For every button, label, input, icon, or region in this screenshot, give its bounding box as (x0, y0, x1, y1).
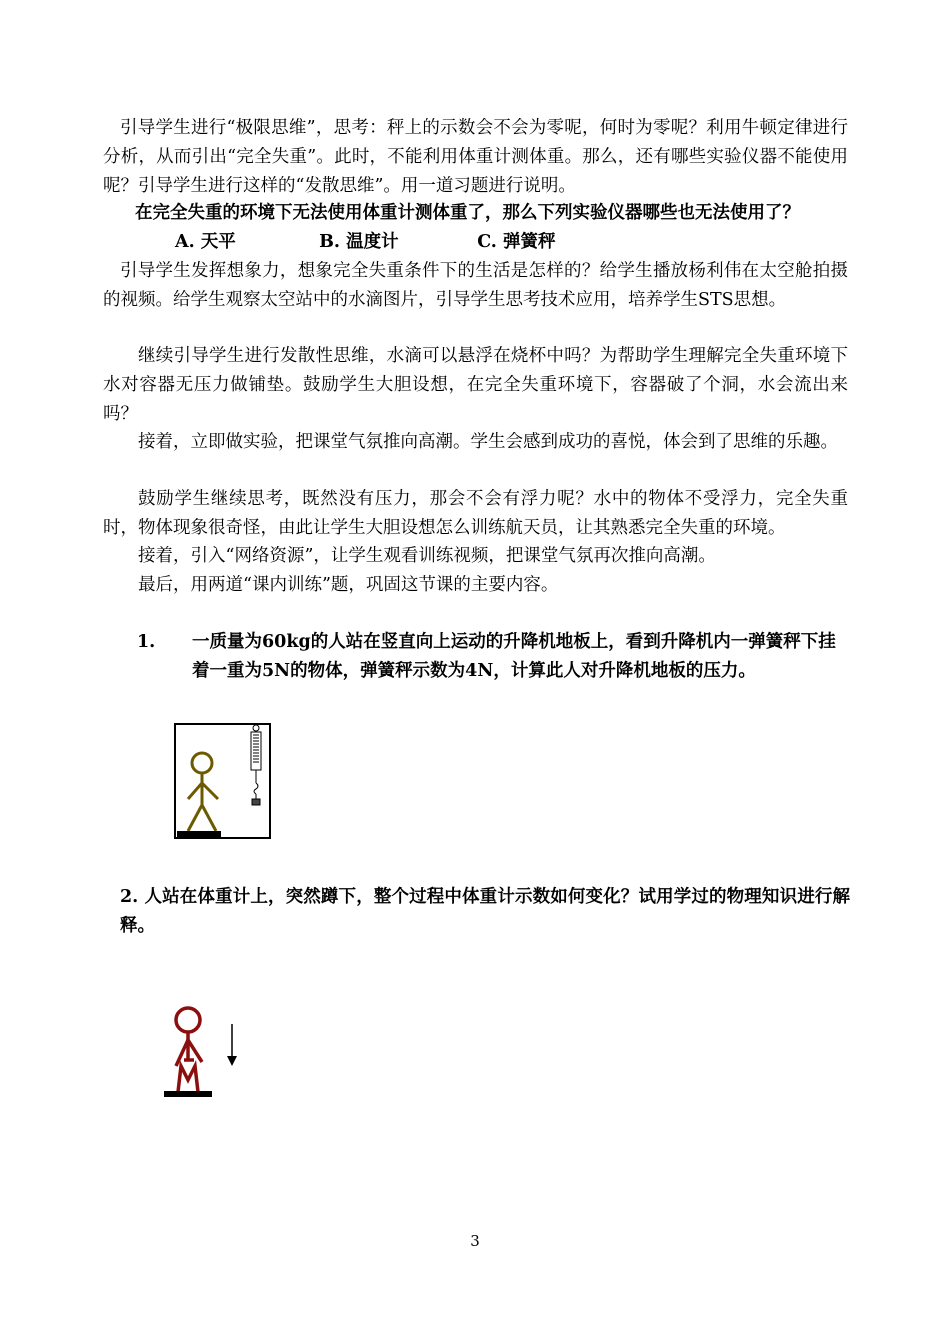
squat-figure (164, 1004, 254, 1100)
question-1-text: 一质量为60kg的人站在竖直向上运动的升降机地板上，看到升降机内一弹簧秤下挂着一重为5N的物体，弹簧秤示数为4N，计算此人对升降机地板的压力。 (192, 632, 836, 681)
option-a: A. 天平 (175, 232, 236, 252)
spring-scale-icon (251, 725, 261, 805)
paragraph-limit-thinking: 引导学生进行“极限思维”，思考：秤上的示数会不会为零呢，何时为零呢？利用牛顿定律进行分析，从而引出“完全失重”。此时，不能利用体重计测体重。那么，还有哪些实验仪器不能使用呢？引导学生进行这样的“发散思维”。用一道习题进行说明。 (103, 118, 848, 196)
person-standing-icon (188, 753, 218, 831)
down-arrow-icon (227, 1024, 237, 1066)
person-squatting-icon (176, 1008, 202, 1092)
scale-platform (164, 1091, 212, 1097)
paragraph-buoyancy: 鼓励学生继续思考，既然没有压力，那会不会有浮力呢？水中的物体不受浮力，完全失重时，物体现象很奇怪，由此让学生大胆设想怎么训练航天员，让其熟悉完全失重的环境。 (103, 489, 848, 538)
question-2-text: 2. 人站在体重计上，突然蹲下，整个过程中体重计示数如何变化？试用学过的物理知识进行解释。 (120, 887, 850, 936)
paragraph-network: 接着，引入“网络资源”，让学生观看训练视频，把课堂气氛再次推向高潮。 (138, 546, 716, 566)
question-1-number: 1. (137, 632, 156, 652)
paragraph-summary: 最后，用两道“课内训练”题，巩固这节课的主要内容。 (138, 575, 559, 595)
exercise-question: 在完全失重的环境下无法使用体重计测体重了，那么下列实验仪器哪些也无法使用了？ (135, 203, 800, 223)
exercise-options (175, 228, 556, 257)
option-c: C. 弹簧秤 (477, 232, 556, 252)
elevator-figure (174, 723, 274, 841)
elevator-floor (177, 831, 221, 837)
page-number: 3 (470, 1232, 480, 1250)
paragraph-imagination: 引导学生发挥想象力，想象完全失重条件下的生活是怎样的？给学生播放杨利伟在太空舱拍摄的视频。给学生观察太空站中的水滴图片，引导学生思考技术应用，培养学生STS思想。 (103, 261, 848, 310)
paragraph-experiment: 接着，立即做实验，把课堂气氛推向高潮。学生会感到成功的喜悦，体会到了思维的乐趣。 (138, 432, 838, 452)
option-b: B. 温度计 (319, 232, 399, 252)
paragraph-divergent: 继续引导学生进行发散性思维，水滴可以悬浮在烧杯中吗？为帮助学生理解完全失重环境下水对容器无压力做铺垫。鼓励学生大胆设想，在完全失重环境下，容器破了个洞，水会流出来吗？ (103, 346, 848, 424)
